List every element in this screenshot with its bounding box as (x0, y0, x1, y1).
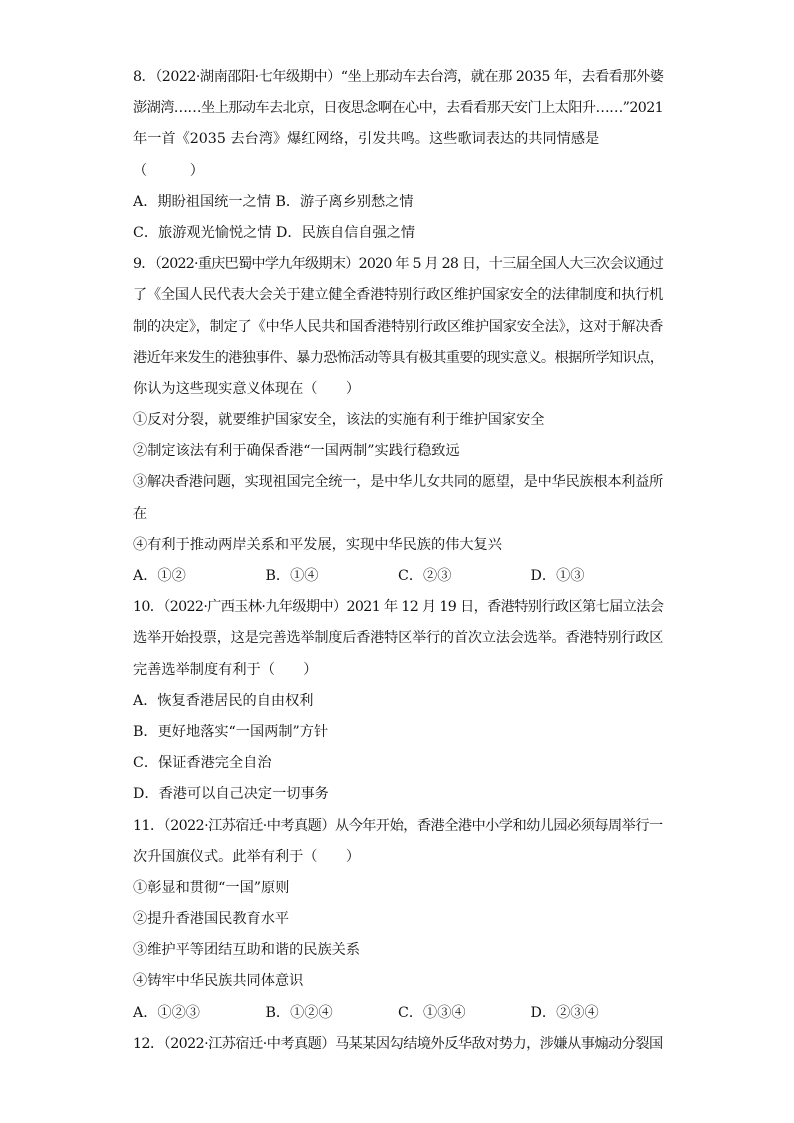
statement-item: ①彰显和贯彻“一国”原则 (133, 879, 290, 896)
option-d: D．香港可以自己决定一切事务 (133, 786, 329, 803)
question-12 (133, 1029, 663, 1060)
statement-item: ②制定该法有利于确保香港“一国两制”实践行稳致远 (133, 443, 460, 460)
option-b: B．①②④ (265, 1004, 333, 1021)
option-a: A．恢复香港居民的自由权利 (133, 692, 314, 709)
option-d: D．①③ (530, 568, 585, 584)
statement-item: ②提升香港国民教育水平 (133, 911, 290, 928)
question-stem-line: 澎湖湾……坐上那动车去北京，日夜思念啊在心中，去看看那天安门上太阳升……”2021 (133, 100, 664, 117)
question-stem-line: 8．（2022·湖南邵阳·七年级期中）“坐上那动车去台湾，就在那 2035 年，去看看那外婆 (133, 69, 664, 85)
statement-item: ④有利于推动两岸关系和平发展，实现中华民族的伟大复兴 (133, 536, 502, 553)
question-9 (133, 249, 663, 592)
statement-item: ③解决香港问题，实现祖国完全统一，是中华儿女共同的愿望，是中华民族根本利益所 (133, 474, 664, 491)
option-c: C．②③ (398, 568, 452, 584)
option-b: B．更好地落实“一国两制”方针 (133, 723, 329, 740)
question-stem-line: 制的决定》，制定了《中华人民共和国香港特别行政区维护国家安全法》，这对于解决香 (133, 318, 664, 335)
question-stem-line: 11．（2022·江苏宿迁·中考真题）从今年开始，香港全港中小学和幼儿园必须每周举行一 (133, 817, 663, 834)
question-stem-line: 年一首《2035 去台湾》爆红网络，引发共鸣。这些歌词表达的共同情感是 (133, 131, 600, 148)
statement-item: ①反对分裂，就要维护国家安全，该法的实施有利于维护国家安全 (133, 412, 545, 429)
statement-item: 在 (133, 505, 148, 522)
question-stem-line: 次升国旗仪式。此举有利于（ ） (133, 848, 361, 865)
option-b: B．①④ (265, 568, 319, 584)
question-stem-line: 港近年来发生的港独事件、暴力恐怖活动等具有极其重要的现实意义。根据所学知识点， (133, 349, 664, 366)
option-a: A．①② (133, 568, 186, 584)
option-line: A．期盼祖国统一之情 B．游子离乡别愁之情 (133, 193, 414, 210)
question-stem-line: 你认为这些现实意义体现在（ ） (133, 380, 361, 397)
option-a: A．①②③ (133, 1004, 200, 1021)
question-stem-line: 了《全国人民代表大会关于建立健全香港特别行政区维护国家安全的法律制度和执行机 (133, 287, 664, 304)
question-8 (133, 62, 663, 249)
question-stem-line: 12．（2022·江苏宿迁·中考真题）马某某因勾结境外反华敌对势力，涉嫌从事煽动分裂国 (133, 1035, 663, 1052)
option-c: C．保证香港完全自治 (133, 755, 272, 772)
option-line: C．旅游观光愉悦之情 D．民族自信自强之情 (133, 224, 416, 241)
question-10 (133, 592, 663, 810)
answer-blank: （ ） (133, 162, 204, 179)
option-d: D．②③④ (530, 1004, 599, 1021)
option-row (133, 561, 663, 592)
option-c: C．①③④ (398, 1004, 466, 1021)
question-stem-line: 9．（2022·重庆巴蜀中学九年级期末）2020 年 5 月 28 日，十三届全国人大三次会议通过 (133, 256, 664, 273)
question-stem-line: 10．（2022·广西玉林·九年级期中）2021 年 12 月 19 日，香港特别行政区第七届立法会 (133, 599, 664, 616)
option-row (133, 998, 663, 1029)
statement-item: ④铸牢中华民族共同体意识 (133, 973, 304, 990)
statement-item: ③维护平等团结互助和谐的民族关系 (133, 942, 361, 959)
question-stem-line: 选举开始投票，这是完善选举制度后香港特区举行的首次立法会选举。香港特别行政区 (133, 630, 664, 647)
question-list (133, 62, 663, 1060)
question-stem-line: 完善选举制度有利于（ ） (133, 661, 318, 678)
question-11 (133, 811, 663, 1029)
